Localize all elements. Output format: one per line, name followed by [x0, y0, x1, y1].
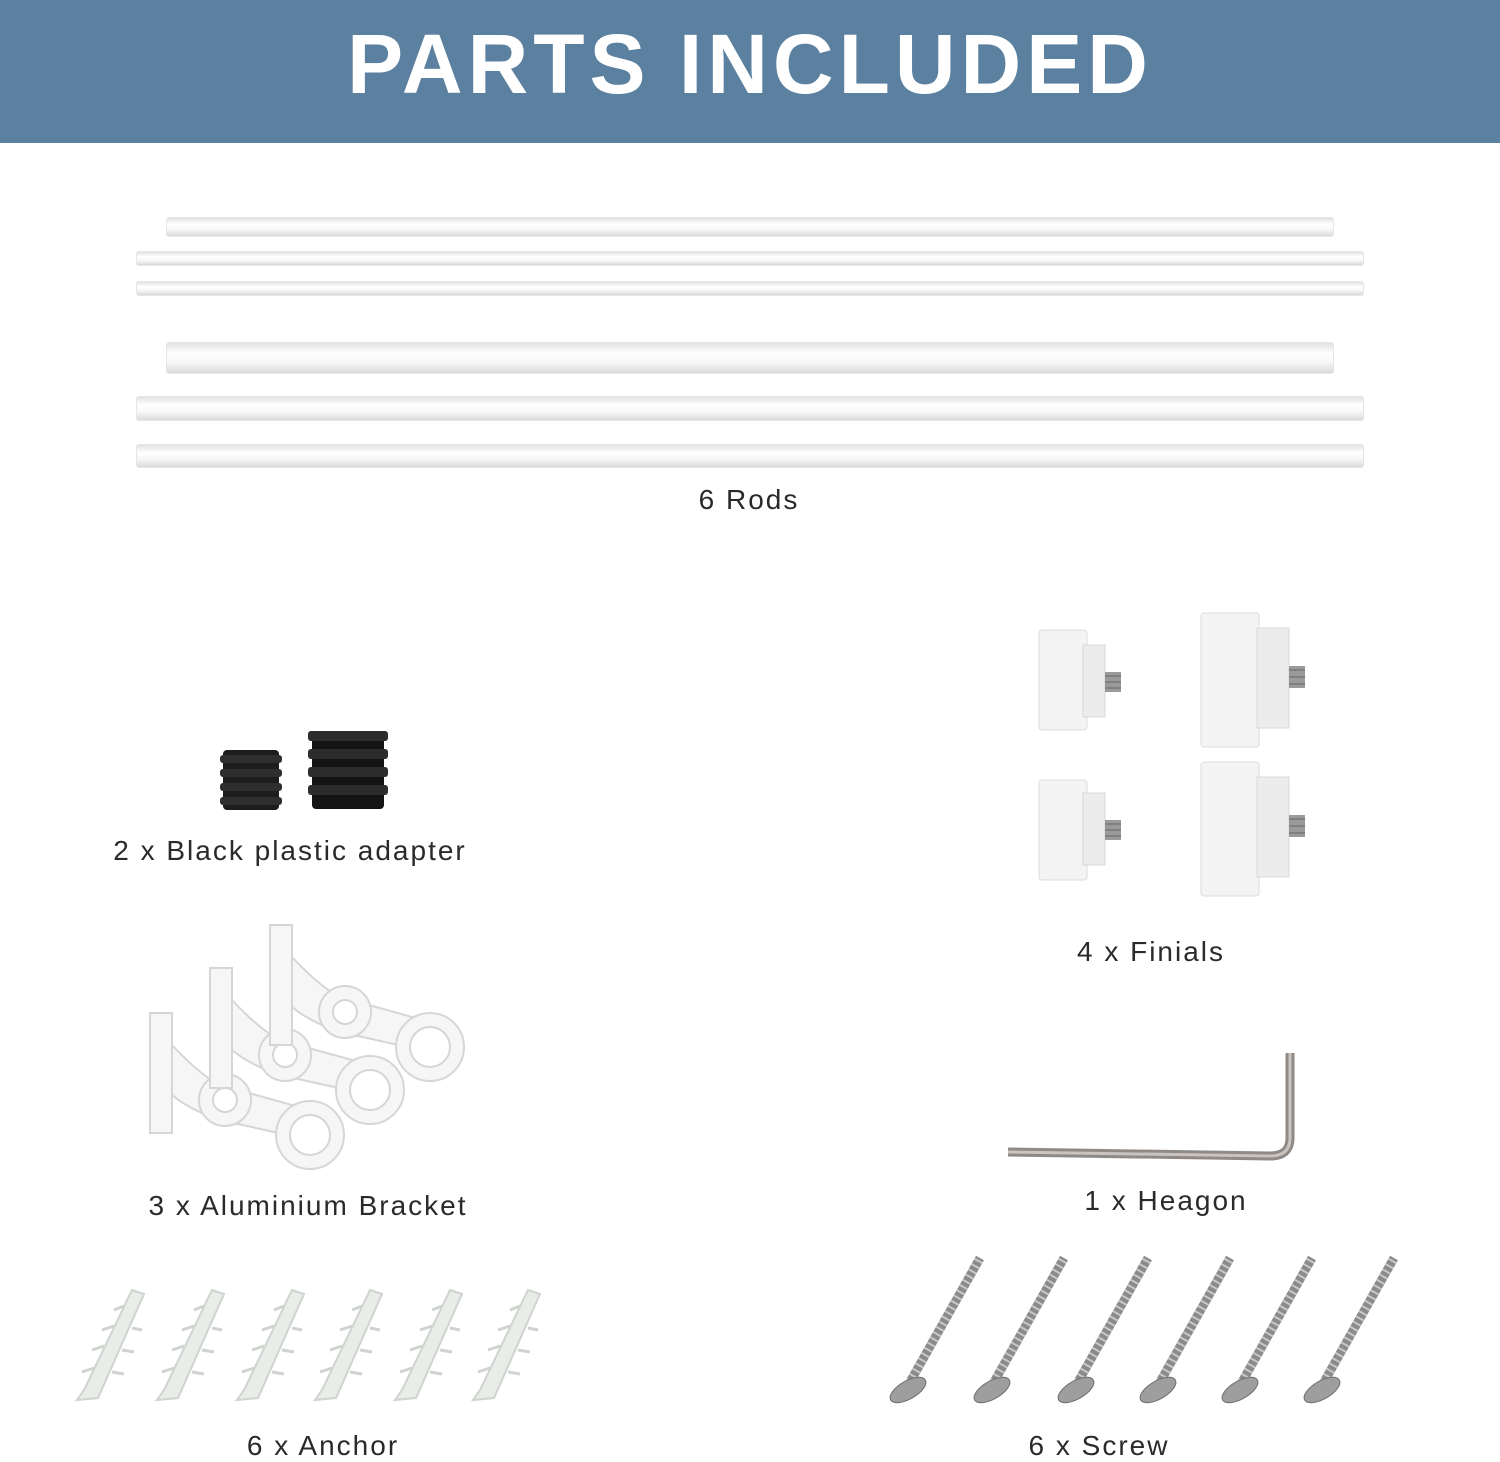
brackets-image	[140, 925, 500, 1175]
page-title: PARTS INCLUDED	[347, 17, 1153, 111]
black-adapter-image	[210, 725, 410, 815]
hex-key-image	[1000, 1048, 1300, 1168]
screws-image	[888, 1252, 1408, 1412]
rod	[136, 251, 1364, 266]
finials-image	[1035, 610, 1335, 900]
heagon-label: 1 x Heagon	[1084, 1185, 1248, 1216]
bracket-label: 3 x Aluminium Bracket	[148, 1190, 468, 1221]
screw-label: 6 x Screw	[1028, 1430, 1170, 1461]
rod	[136, 444, 1364, 468]
adapter-label: 2 x Black plastic adapter	[113, 835, 467, 866]
header-banner	[0, 0, 1500, 143]
anchors-image	[72, 1280, 572, 1410]
rod	[136, 396, 1364, 421]
rods-label: 6 Rods	[698, 484, 800, 515]
rod	[166, 217, 1334, 237]
anchor-label: 6 x Anchor	[246, 1430, 400, 1461]
rod	[136, 281, 1364, 296]
rod	[166, 342, 1334, 374]
finials-label: 4 x Finials	[1076, 936, 1226, 967]
